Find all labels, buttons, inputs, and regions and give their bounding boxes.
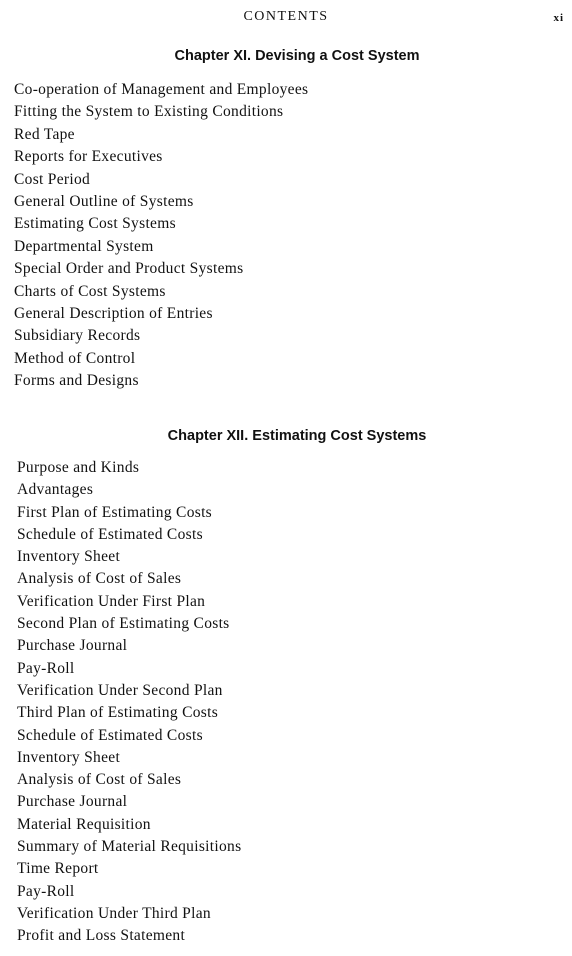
chapter-section: [0, 425, 572, 948]
contents-entry: Fitting the System to Existing Conditions: [14, 103, 284, 121]
contents-entry: Cost Period: [14, 170, 91, 188]
contents-entry: Summary of Material Requisitions: [17, 838, 242, 856]
chapter-heading: Chapter XI. Devising a Cost System: [174, 48, 420, 64]
contents-entry: Pay-Roll: [17, 659, 75, 677]
contents-entry: Departmental System: [14, 237, 154, 255]
running-title: CONTENTS: [243, 9, 329, 24]
contents-list: [0, 457, 572, 948]
contents-entry: Profit and Loss Statement: [17, 927, 186, 945]
chapter-heading: Chapter XII. Estimating Cost Systems: [167, 428, 427, 444]
page-header: [0, 9, 572, 27]
contents-entry: Inventory Sheet: [17, 548, 121, 566]
contents-entry: Schedule of Estimated Costs: [17, 726, 203, 744]
contents-entry: General Outline of Systems: [14, 192, 194, 210]
contents-entry: Advantages: [17, 481, 94, 499]
contents-entry: Verification Under Second Plan: [17, 681, 223, 699]
contents-entry: Material Requisition: [17, 815, 151, 833]
contents-entry: Charts of Cost Systems: [14, 282, 166, 300]
contents-entry: Special Order and Product Systems: [14, 260, 244, 278]
contents-entry: Pay-Roll: [17, 882, 75, 900]
contents-entry: Verification Under Third Plan: [17, 904, 211, 922]
contents-entry: Analysis of Cost of Sales: [17, 771, 182, 789]
contents-entry: Third Plan of Estimating Costs: [17, 704, 219, 722]
contents-entry: Method of Control: [14, 349, 136, 367]
contents-entry: Reports for Executives: [14, 148, 163, 166]
contents-entry: Purchase Journal: [17, 637, 128, 655]
contents-entry: Co-operation of Management and Employees: [14, 81, 309, 98]
contents-entry: Schedule of Estimated Costs: [17, 525, 203, 543]
contents-entry: Verification Under First Plan: [17, 592, 206, 610]
contents-entry: Purpose and Kinds: [17, 459, 140, 476]
contents-entry: Subsidiary Records: [14, 327, 141, 345]
contents-entry: Inventory Sheet: [17, 748, 121, 766]
contents-entry: Purchase Journal: [17, 793, 128, 811]
contents-entry: Analysis of Cost of Sales: [17, 570, 182, 588]
contents-entry: Second Plan of Estimating Costs: [17, 615, 230, 633]
contents-entry: Estimating Cost Systems: [14, 215, 176, 233]
contents-entry: First Plan of Estimating Costs: [17, 503, 213, 521]
contents-entry: Red Tape: [14, 125, 75, 143]
contents-list: [0, 79, 572, 392]
contents-entry: Time Report: [17, 860, 99, 878]
page-number: xi: [553, 12, 564, 24]
contents-entry: General Description of Entries: [14, 304, 213, 322]
contents-entry: Forms and Designs: [14, 372, 139, 390]
chapter-section: [0, 45, 572, 392]
